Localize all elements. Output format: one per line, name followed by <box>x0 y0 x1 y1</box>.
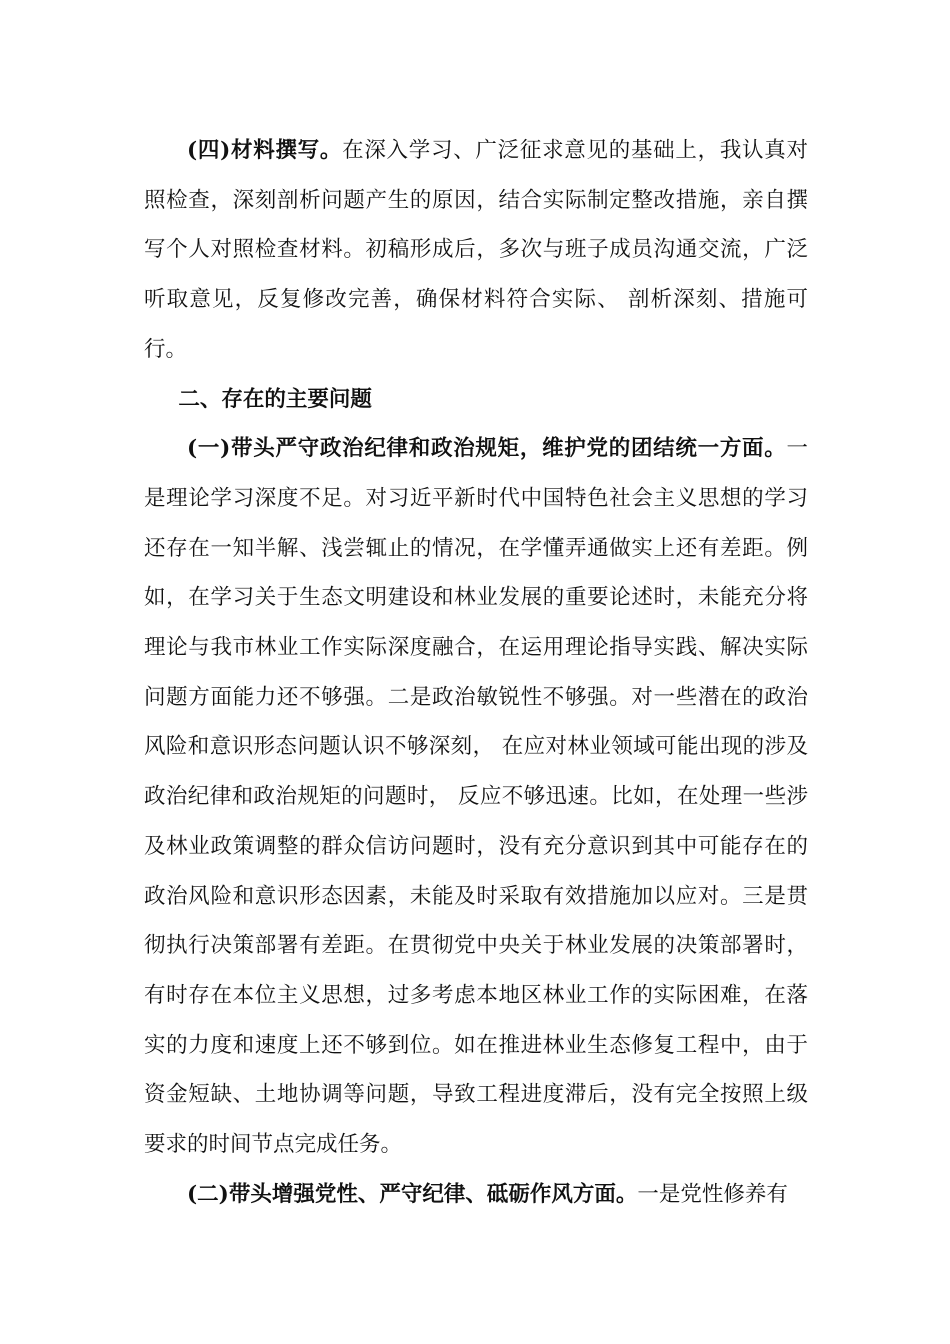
section-heading: 二、存在的主要问题 <box>178 386 372 412</box>
paragraph-material-writing <box>144 126 808 375</box>
paragraph-text: 一是党性修养有 <box>637 1181 788 1207</box>
paragraph-text: 一是理论学习深度不足。对习近平新时代中国特色社会主义思想的学习还存在一知半解、浅尝辄止的情况，在学懂弄通做实上还有差距。例如，在学习关于生态文明建设和林业发展的重要论述时，未能充分将理论与我市林业工作实际深度融合，在运用理论指导实践、解决实际问题方面能力还不够强。二是政治敏锐性不够强。对一些潜在的政治风险和意识形态问题认识不够深刻， 在应对林业领域可能出现的涉及政治纪律和政治规矩的问题时， 反应不够迅速。比如，在处理一些涉及林业政策调整的群众信访问题时，没有充分意识到其中可能存在的政治风险和意识形态因素，未能及时采取有效措施加以应对。三是贯彻执行决策部署有差距。在贯彻党中央关于林业发展的决策部署时，有时存在本位主义思想，过多考虑本地区林业工作的实际困难，在落实的力度和速度上还不够到位。如在推进林业生态修复工程中，由于资金短缺、土地协调等问题，导致工程进度滞后，没有完全按照上级要求的时间节点完成任务。 <box>144 436 808 1158</box>
paragraph-lead: (四)材料撰写。 <box>187 138 343 163</box>
paragraph-lead: (二)带头增强党性、严守纪律、砥砺作风方面。 <box>187 1181 638 1207</box>
document-body <box>144 126 808 1219</box>
paragraph-lead: (一)带头严守政治纪律和政治规矩，维护党的团结统一方面。 <box>187 436 787 462</box>
paragraph-party-spirit <box>144 1170 808 1220</box>
paragraph-text: 在深入学习、广泛征求意见的基础上，我认真对照检查，深刻剖析问题产生的原因，结合实际制定整改措施，亲自撰写个人对照检查材料。初稿形成后，多次与班子成员沟通交流，广泛听取意见，反复修改完善，确保材料符合实际、 剖析深刻、措施可行。 <box>144 138 808 362</box>
paragraph-political-discipline <box>144 424 808 1170</box>
